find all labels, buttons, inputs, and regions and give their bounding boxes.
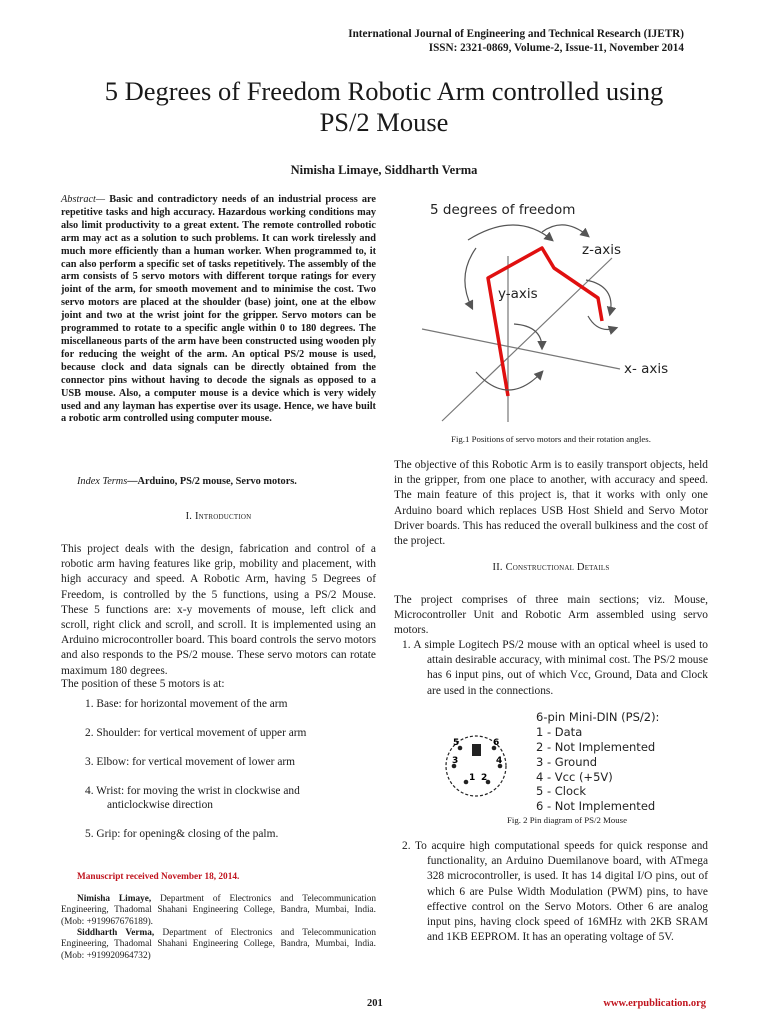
footnote-text: Department of Electronics and Telecommunication Engineering, Thadomal Shahani Engineering College, Bandra, Mumbai, India. (Mob: +919920964732) bbox=[61, 928, 376, 961]
abstract bbox=[61, 194, 376, 426]
rotation-arrow-left bbox=[465, 248, 476, 308]
pin-label-5: 5 bbox=[453, 738, 460, 748]
pin-desc-5: 5 - Clock bbox=[536, 784, 587, 798]
footnote-name: Siddharth Verma, bbox=[77, 928, 155, 938]
abstract-label: Abstract— bbox=[61, 194, 106, 205]
journal-issn: ISSN: 2321-0869, Volume-2, Issue-11, November 2014 bbox=[428, 42, 684, 54]
pin-desc-3: 3 - Ground bbox=[536, 755, 598, 769]
journal-header bbox=[348, 27, 684, 55]
website-link[interactable]: www.erpublication.org bbox=[603, 998, 706, 1009]
title-line-1: 5 Degrees of Freedom Robotic Arm controlled using bbox=[104, 76, 664, 106]
pin-desc-4: 4 - Vcc (+5V) bbox=[536, 770, 613, 784]
x-axis-line bbox=[422, 329, 620, 369]
y-axis-label: y-axis bbox=[498, 286, 538, 302]
pin-1 bbox=[464, 780, 469, 785]
motor-item-base: 1. Base: for horizontal movement of the arm bbox=[85, 698, 288, 710]
fig1-caption: Fig.1 Positions of servo motors and their rotation angles. bbox=[451, 434, 651, 444]
pin-label-4: 4 bbox=[496, 756, 503, 766]
pin-label-2: 2 bbox=[481, 773, 488, 783]
footnote-author-1 bbox=[61, 894, 376, 928]
fig2-caption: Fig. 2 Pin diagram of PS/2 Mouse bbox=[507, 815, 627, 825]
journal-name: International Journal of Engineering and Technical Research (IJETR) bbox=[348, 28, 684, 40]
pin-label-6: 6 bbox=[493, 738, 500, 748]
pin-label-3: 3 bbox=[452, 756, 459, 766]
motor-item-wrist: 4. Wrist: for moving the wrist in clockwise and bbox=[85, 785, 300, 797]
section-title: Introduction bbox=[194, 511, 252, 522]
motor-item-wrist-cont: anticlockwise direction bbox=[107, 799, 213, 811]
pin-desc-6: 6 - Not Implemented bbox=[536, 799, 656, 813]
constructional-paragraph: The project comprises of three main sections; viz. Mouse, Microcontroller Unit and Robotic Arm assembled using servo motors. bbox=[394, 594, 708, 637]
motors-intro: The position of these 5 motors is at: bbox=[61, 678, 225, 690]
section-number: II. bbox=[492, 562, 506, 573]
index-terms-label: Index Terms bbox=[77, 476, 128, 487]
motor-item-grip: 5. Grip: for opening& closing of the palm. bbox=[85, 828, 279, 840]
manuscript-note: Manuscript received November 18, 2014. bbox=[77, 872, 240, 882]
item-ps2-mouse: 1. A simple Logitech PS/2 mouse with an optical wheel is used to attain desirable accuracy, with minimal cost. The PS/2 mouse has 6 input pins, out of which Vcc, Ground, Data and Clock are used in the connections. bbox=[402, 639, 708, 697]
z-axis-label: z-axis bbox=[582, 242, 622, 258]
section-number: I. bbox=[185, 511, 195, 522]
rotation-arrow-elbow bbox=[542, 225, 588, 236]
connector-key bbox=[472, 744, 481, 756]
motor-item-elbow: 3. Elbow: for vertical movement of lower arm bbox=[85, 756, 296, 768]
fig1-title: 5 degrees of freedom bbox=[430, 202, 576, 218]
rotation-arrow-shoulder bbox=[514, 324, 542, 348]
section-heading-constructional bbox=[394, 562, 708, 573]
fig1-robotic-arm-diagram bbox=[416, 196, 686, 424]
motor-item-shoulder: 2. Shoulder: for vertical movement of upper arm bbox=[85, 727, 307, 739]
index-terms bbox=[77, 474, 377, 489]
footnote-author-2 bbox=[61, 928, 376, 962]
section-title: Constructional Details bbox=[505, 562, 610, 573]
intro-paragraph: This project deals with the design, fabrication and control of a robotic arm having features like grip, mobility and placement, with high accuracy and speed. A Robotic Arm, having 5 Degrees of Freedom, is controlled by the 5 functions, using a PS/2 Mouse. These 5 functions are: x-y movements of mouse, left click and scroll, right click and scroll, and scroll. It is implemented using an Arduino microcontroller board. This board controls the servo motors and also responds to the PS/2 mouse. These servo motors can rotate maximum 180 degrees. bbox=[61, 543, 376, 677]
abstract-text: Basic and contradictory needs of an industrial process are repetitive tasks and high accuracy. Hazardous working conditions may also limit productivity to a great extent. The remote controlled robotic arm may act as a solution to such problems. It can work tirelessly and much more efficiently than a human worker. When programmed to, it can also perform a specific set of tasks repetitively. The assembly of the arm consists of 5 servo motors with different torque ratings for every joint of the arm, for smooth movement and to minimise the cost. Two servo motors are placed at the shoulder (base) joint, one at the elbow joint and two at the wrist joint for the gripper. Servo motors can be programmed to rotate to a specific angle within 0 to 180 degrees. The miscellaneous parts of the arm have been constructed using wooden ply for reducing the weight of the arm. An optical PS/2 mouse is used, because clock and data signals can be directly obtained from the connector pins without having to decode the signals as opposed to a USB mouse. Also, a computer mouse is a device which is very widely used and any layman has expertise over its usage. Hence, we have built a robotic arm controlled using computer mouse. bbox=[61, 194, 376, 425]
footnote-text: Department of Electronics and Telecommunication Engineering, Thadomal Shahani Engineering College, Bandra, Mumbai, India. (Mob: +919967676189). bbox=[61, 894, 376, 927]
page-number: 201 bbox=[367, 998, 383, 1009]
item-arduino: 2. To acquire high computational speeds for quick response and functionality, an Arduino Duemilanove board, with ATmega 328 microcontroller, is used. It has 14 digital I/O pins, out of which 6 are Pulse Width Modulation (PWM) pins, to have effective control on the Servo Motors. Other 6 are analog input pins, having clock speed of 16MHz with 2KB SRAM and 1KB EEPROM. It has an operating voltage of 5V. bbox=[402, 840, 708, 944]
z-axis-line bbox=[442, 258, 612, 421]
fig2-ps2-pin-diagram bbox=[440, 706, 670, 814]
section-heading-introduction bbox=[61, 511, 376, 522]
rotation-arrow-top bbox=[468, 225, 552, 240]
pin-label-1: 1 bbox=[469, 773, 476, 783]
rotation-arrow-base bbox=[476, 372, 542, 390]
fig2-title: 6-pin Mini-DIN (PS/2): bbox=[536, 710, 660, 724]
paper-title bbox=[60, 76, 708, 138]
pin-desc-2: 2 - Not Implemented bbox=[536, 740, 656, 754]
objective-paragraph: The objective of this Robotic Arm is to easily transport objects, held in the gripper, from one place to another, with accuracy and speed. The main feature of this project is, that it works with only one Arduino board which replaces USB Host Shield and Servo Motor Driver boards. This has reduced the overall bulkiness and the cost of the project. bbox=[394, 459, 708, 548]
authors: Nimisha Limaye, Siddharth Verma bbox=[290, 163, 478, 177]
footnote-name: Nimisha Limaye, bbox=[77, 894, 152, 904]
pin-desc-1: 1 - Data bbox=[536, 725, 583, 739]
index-terms-text: —Arduino, PS/2 mouse, Servo motors. bbox=[127, 476, 297, 487]
x-axis-label: x- axis bbox=[624, 361, 669, 377]
title-line-2: PS/2 Mouse bbox=[319, 107, 449, 137]
